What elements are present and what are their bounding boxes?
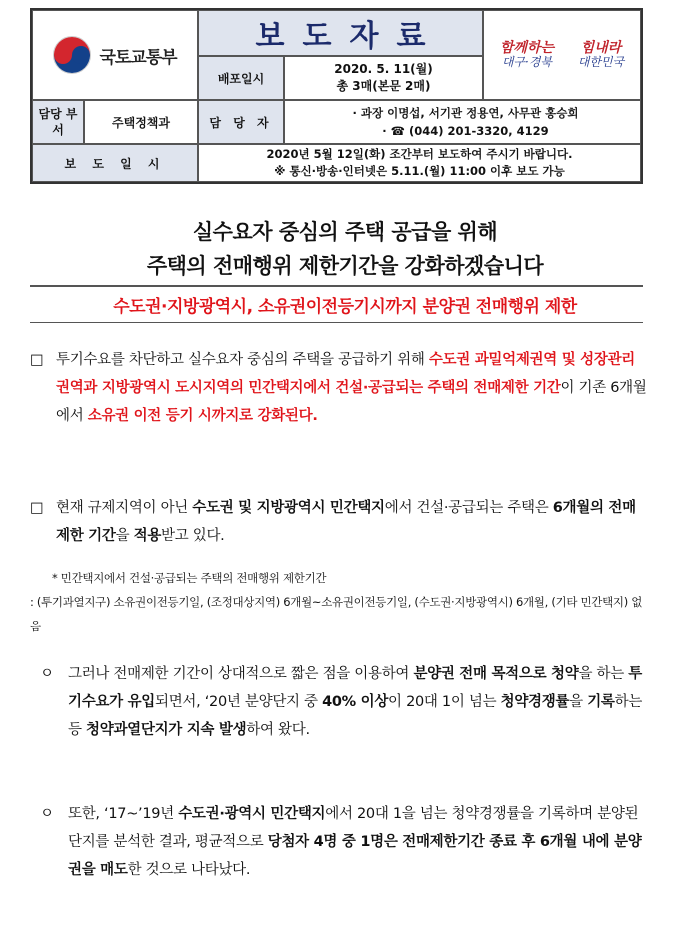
para4-bold1: 수도권·광역시 민간택지 [178, 806, 326, 822]
square-bullet-icon: □ [30, 352, 44, 368]
paragraph-1 [30, 346, 648, 430]
release-line1: 2020년 5월 12일(화) 조간부터 보도하여 주시기 바랍니다. [266, 147, 573, 161]
subheadline: 수도권·지방광역시, 소유권이전등기시까지 분양권 전매행위 제한 [113, 297, 577, 317]
footnote [30, 566, 648, 638]
square-bullet-icon: □ [30, 500, 44, 516]
headline-line2: 주택의 전매행위 제한기간을 강화하겠습니다 [146, 254, 544, 278]
dept-label: 담당 부서 [32, 100, 84, 144]
paragraph-4 [30, 800, 648, 884]
slogan-left [500, 41, 554, 69]
para4-bold2: 당첨자 4명 중 1명은 전매제한기간 종료 후 6개월 내에 분양권을 매도 [68, 834, 642, 878]
para4-text2: 에서 20대 1을 넘는 청약경쟁률을 기록하며 분양된 단지를 분석한 결과, 평균적으로 [68, 806, 639, 850]
distribution-pages: 총 3매(본문 2매) [336, 79, 431, 93]
para1-highlight2: 소유권 이전 등기 시까지로 강화된다. [87, 408, 318, 424]
distribution-label: 배포일시 [198, 56, 284, 100]
para3-bold1: 분양권 전매 목적으로 청약 [413, 666, 579, 682]
press-release-title-cell [198, 10, 483, 56]
slogan-left-line2: 대구·경북 [501, 55, 553, 69]
press-release-title: 보도자료 [255, 19, 444, 54]
circle-bullet-icon: ㅇ [40, 666, 54, 682]
headline-line1: 실수요자 중심의 주택 공급을 위해 [192, 220, 498, 244]
para2-bold2: 6개월의 전매제한 기간 [56, 500, 636, 544]
slogan-right-line1: 힘내라 [580, 40, 622, 56]
header-table [30, 8, 643, 184]
para2-bold1: 수도권 및 지방광역시 민간택지 [192, 500, 385, 516]
distribution-value [284, 56, 483, 100]
ministry-logo-cell [32, 10, 198, 100]
para2-text2: 에서 건설·공급되는 주택은 [384, 500, 553, 516]
manager-names: · 과장 이명섭, 서기관 정용연, 사무관 홍승희 [352, 106, 579, 120]
para1-highlight1: 수도권 과밀억제권역 및 성장관리권역과 지방광역시 도시지역의 민간택지에서 건설·공급되는 주택의 전매제한 기간 [56, 352, 635, 396]
para3-text1: 그러나 전매제한 기간이 상대적으로 짧은 점을 이용하여 [68, 666, 414, 682]
para3-bold2: 투기수요가 유입 [68, 666, 642, 710]
para3-text3: 되면서, ‘20년 분양단지 중 [155, 694, 323, 710]
dept-value: 주택정책과 [84, 100, 198, 144]
government-emblem-icon [53, 36, 91, 74]
para3-text6: 하는 등 [68, 694, 643, 738]
footnote-line2: : (투기과열지구) 소유권이전등기일, (조정대상지역) 6개월~소유권이전등기일, (수도권·지방광역시) 6개월, (기타 민간택지) 없음 [30, 595, 643, 633]
divider-top [30, 285, 643, 287]
para2-text1: 현재 규제지역이 아닌 [56, 500, 193, 516]
para4-text1: 또한, ‘17~’19년 [68, 806, 179, 822]
paragraph-2 [30, 494, 648, 550]
manager-value [284, 100, 641, 144]
para3-text4: 이 20대 1이 넘는 [388, 694, 501, 710]
para1-text1: 투기수요를 차단하고 실수요자 중심의 주택을 공급하기 위해 [56, 352, 429, 368]
para2-bold3: 적용 [133, 528, 162, 544]
para3-bold5: 기록 [587, 694, 615, 710]
para1-text2: 이 기존 6개월에서 [56, 380, 647, 424]
release-line2: ※ 통신·방송·인터넷은 5.11.(월) 11:00 이후 보도 가능 [274, 164, 565, 178]
manager-phone: · ☎ (044) 201-3320, 4129 [382, 124, 549, 138]
release-label: 보 도 일 시 [32, 144, 198, 182]
circle-bullet-icon: ㅇ [40, 806, 54, 822]
para3-text5: 을 [569, 694, 588, 710]
manager-label: 담 당 자 [198, 100, 284, 144]
paragraph-3 [30, 660, 648, 744]
para2-text4: 받고 있다. [161, 528, 225, 544]
footnote-line1: * 민간택지에서 건설·공급되는 주택의 전매행위 제한기간 [52, 571, 327, 585]
slogan-right [578, 41, 624, 69]
para3-bold3: 40% 이상 [322, 694, 389, 710]
slogan-cell [483, 10, 641, 100]
para3-bold6: 청약과열단지가 지속 발생 [86, 722, 247, 738]
para3-bold4: 청약경쟁률 [500, 694, 570, 710]
distribution-date: 2020. 5. 11(월) [334, 62, 433, 76]
slogan-left-line1: 함께하는 [499, 40, 554, 56]
para2-text3: 을 [115, 528, 134, 544]
ministry-name: 국토교통부 [99, 47, 177, 68]
release-value [198, 144, 641, 182]
para3-text2: 을 하는 [578, 666, 629, 682]
divider-bottom [30, 322, 643, 323]
para4-text3: 한 것으로 나타났다. [127, 862, 251, 878]
slogan-right-line2: 대한민국 [577, 55, 625, 69]
para3-text7: 하여 왔다. [246, 722, 310, 738]
